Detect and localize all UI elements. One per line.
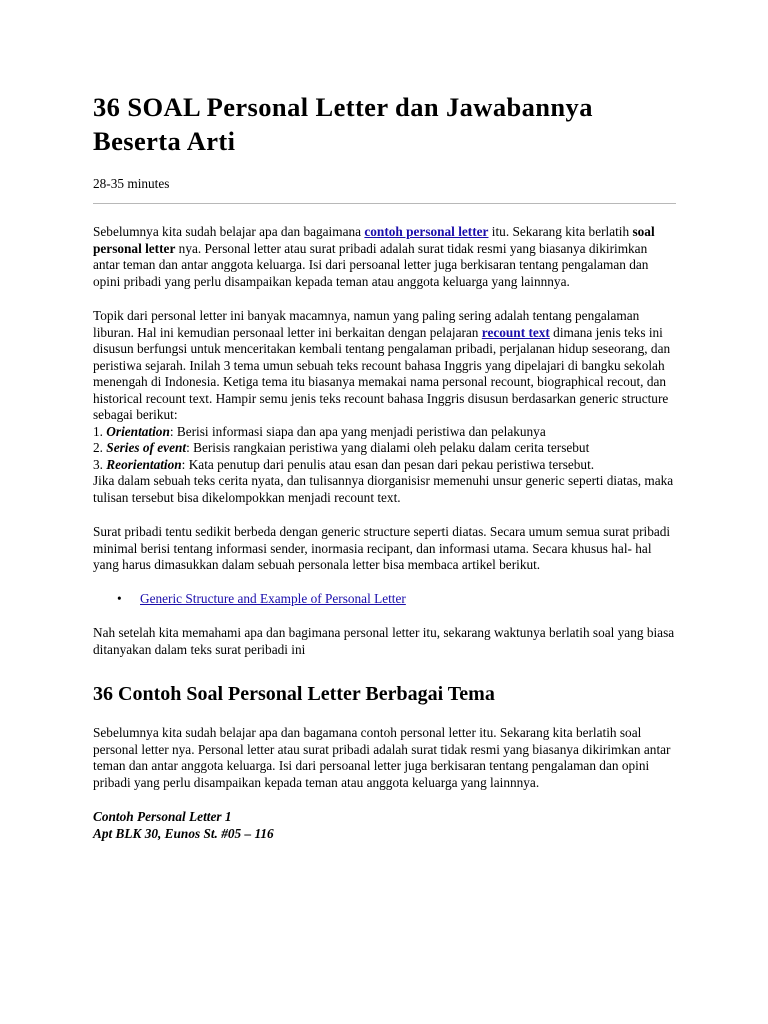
divider <box>93 203 676 204</box>
text-run: dimana jenis teks ini disusun berfungsi untuk menceritakan kembali tentang pengalaman pribadi, perjalanan hidup seseorang, dan peristiwa sejarah. Inilah 3 tema umun sebuah teks recount bahasa Inggris yang dipelajari di bangku sekolah menengah di Indonesia. Ketiga tema itu biasanya memakai nama personal recount, biographical recout, dan historical recount text. Hampir semu jenis teks recount bahasa Inggris disusun berdasarkan generic structure sebagai berikut: <box>93 324 671 422</box>
text-run: Jika dalam sebuah teks cerita nyata, dan tulisannya diorganisisr memenuhi unsur generic seperti diatas, maka tulisan tersebut bisa dikelompokkan menjadi recount text. <box>93 473 674 505</box>
letter-title: Contoh Personal Letter 1 <box>93 809 232 824</box>
reading-time: 28-35 minutes <box>93 176 170 191</box>
intro-paragraph <box>93 224 676 290</box>
structure-paragraph: Surat pribadi tentu sedikit berbeda dengan generic structure seperti diatas. Secara umum semua surat pribadi minimal berisi tentang informasi sender, inormasia recipant, dan informasi utama. Secara khusus hal- hal yang harus dimasukkan dalam sebuah personala letter bisa membaca artikel berikut. <box>93 524 671 572</box>
list-number: 3. <box>93 456 107 472</box>
transition-paragraph: Nah setelah kita memahami apa dan bagimana personal letter itu, sekarang waktunya berlatih soal yang biasa ditanyakan dalam teks surat peribadi ini <box>93 625 675 657</box>
letter-address: Apt BLK 30, Eunos St. #05 – 116 <box>93 825 274 841</box>
bullet-icon: • <box>117 590 122 606</box>
generic-structure-link[interactable]: Generic Structure and Example of Personal Letter <box>140 590 406 606</box>
list-term: Series of event <box>106 440 187 455</box>
text-run: nya. Personal letter atau surat pribadi adalah surat tidak resmi yang biasanya dikirimkan antar teman dan antar anggota keluarga. Isi dari persoanal letter juga berkisaran tentang pengalaman dan opini pribadi yang perlu disampaikan kepada teman atau anggota keluarga yang lainnnya. <box>93 240 649 289</box>
text-run: Sebelumnya kita sudah belajar apa dan bagaimana <box>93 224 365 239</box>
list-term: Orientation <box>106 423 170 439</box>
list-text: : Kata penutup dari penulis atau esan dan pesan dari pekau peristiwa tersebut. <box>181 456 595 472</box>
text-run: Topik dari personal letter ini banyak macamnya, namun yang paling sering adalah tentang pengalaman liburan. Hal ini kemudian personaal letter ini berkaitan dengan pelajaran <box>93 308 640 340</box>
contoh-personal-letter-link[interactable]: contoh personal letter <box>364 224 489 239</box>
page-title: 36 SOAL Personal Letter dan Jawabannya Beserta Arti <box>93 92 593 156</box>
list-term: Reorientation <box>106 456 182 472</box>
related-links-list <box>93 591 676 608</box>
bold-term: soal personal letter <box>93 224 655 256</box>
list-item <box>117 590 676 608</box>
list-number: 1. <box>93 423 107 439</box>
list-text: : Berisis rangkaian peristiwa yang dialami oleh pelaku dalam cerita tersebut <box>186 440 590 455</box>
text-run: itu. Sekarang kita berlatih <box>488 224 633 239</box>
section-paragraph: Sebelumnya kita sudah belajar apa dan bagamana contoh personal letter itu. Sekarang kita berlatih soal personal letter nya. Personal letter atau surat pribadi adalah surat tidak resmi yang biasanya dikirimkan antar teman dan antar anggota keluarga. Isi dari persoanal letter juga berkisaran tentang pengalaman dan opini pribadi yang perlu disampaikan kepada teman atau anggota keluarga yang lainnnya. <box>93 725 671 790</box>
article <box>93 90 676 842</box>
recount-text-link[interactable]: recount text <box>481 324 550 340</box>
list-number: 2. <box>93 440 107 455</box>
section-heading: 36 Contoh Soal Personal Letter Berbagai Tema <box>93 683 495 705</box>
list-text: : Berisi informasi siapa dan apa yang menjadi peristiwa dan pelakunya <box>169 423 546 439</box>
topic-paragraph <box>93 308 676 506</box>
